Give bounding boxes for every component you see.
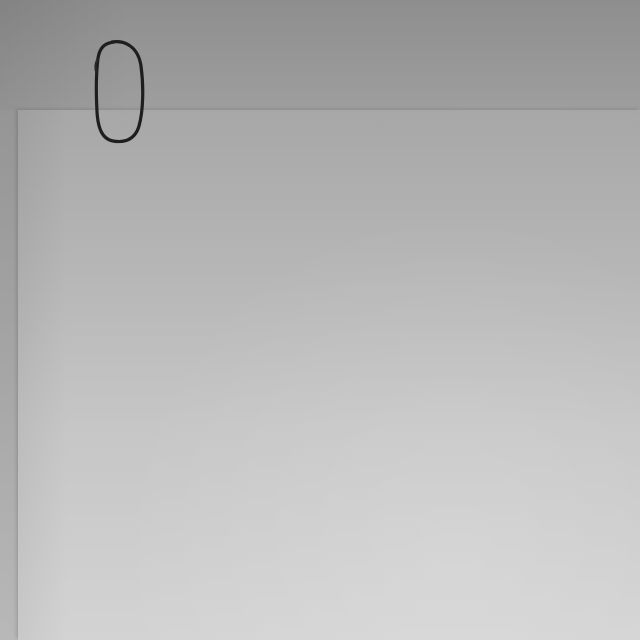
oval-sketch-icon [96, 42, 142, 142]
